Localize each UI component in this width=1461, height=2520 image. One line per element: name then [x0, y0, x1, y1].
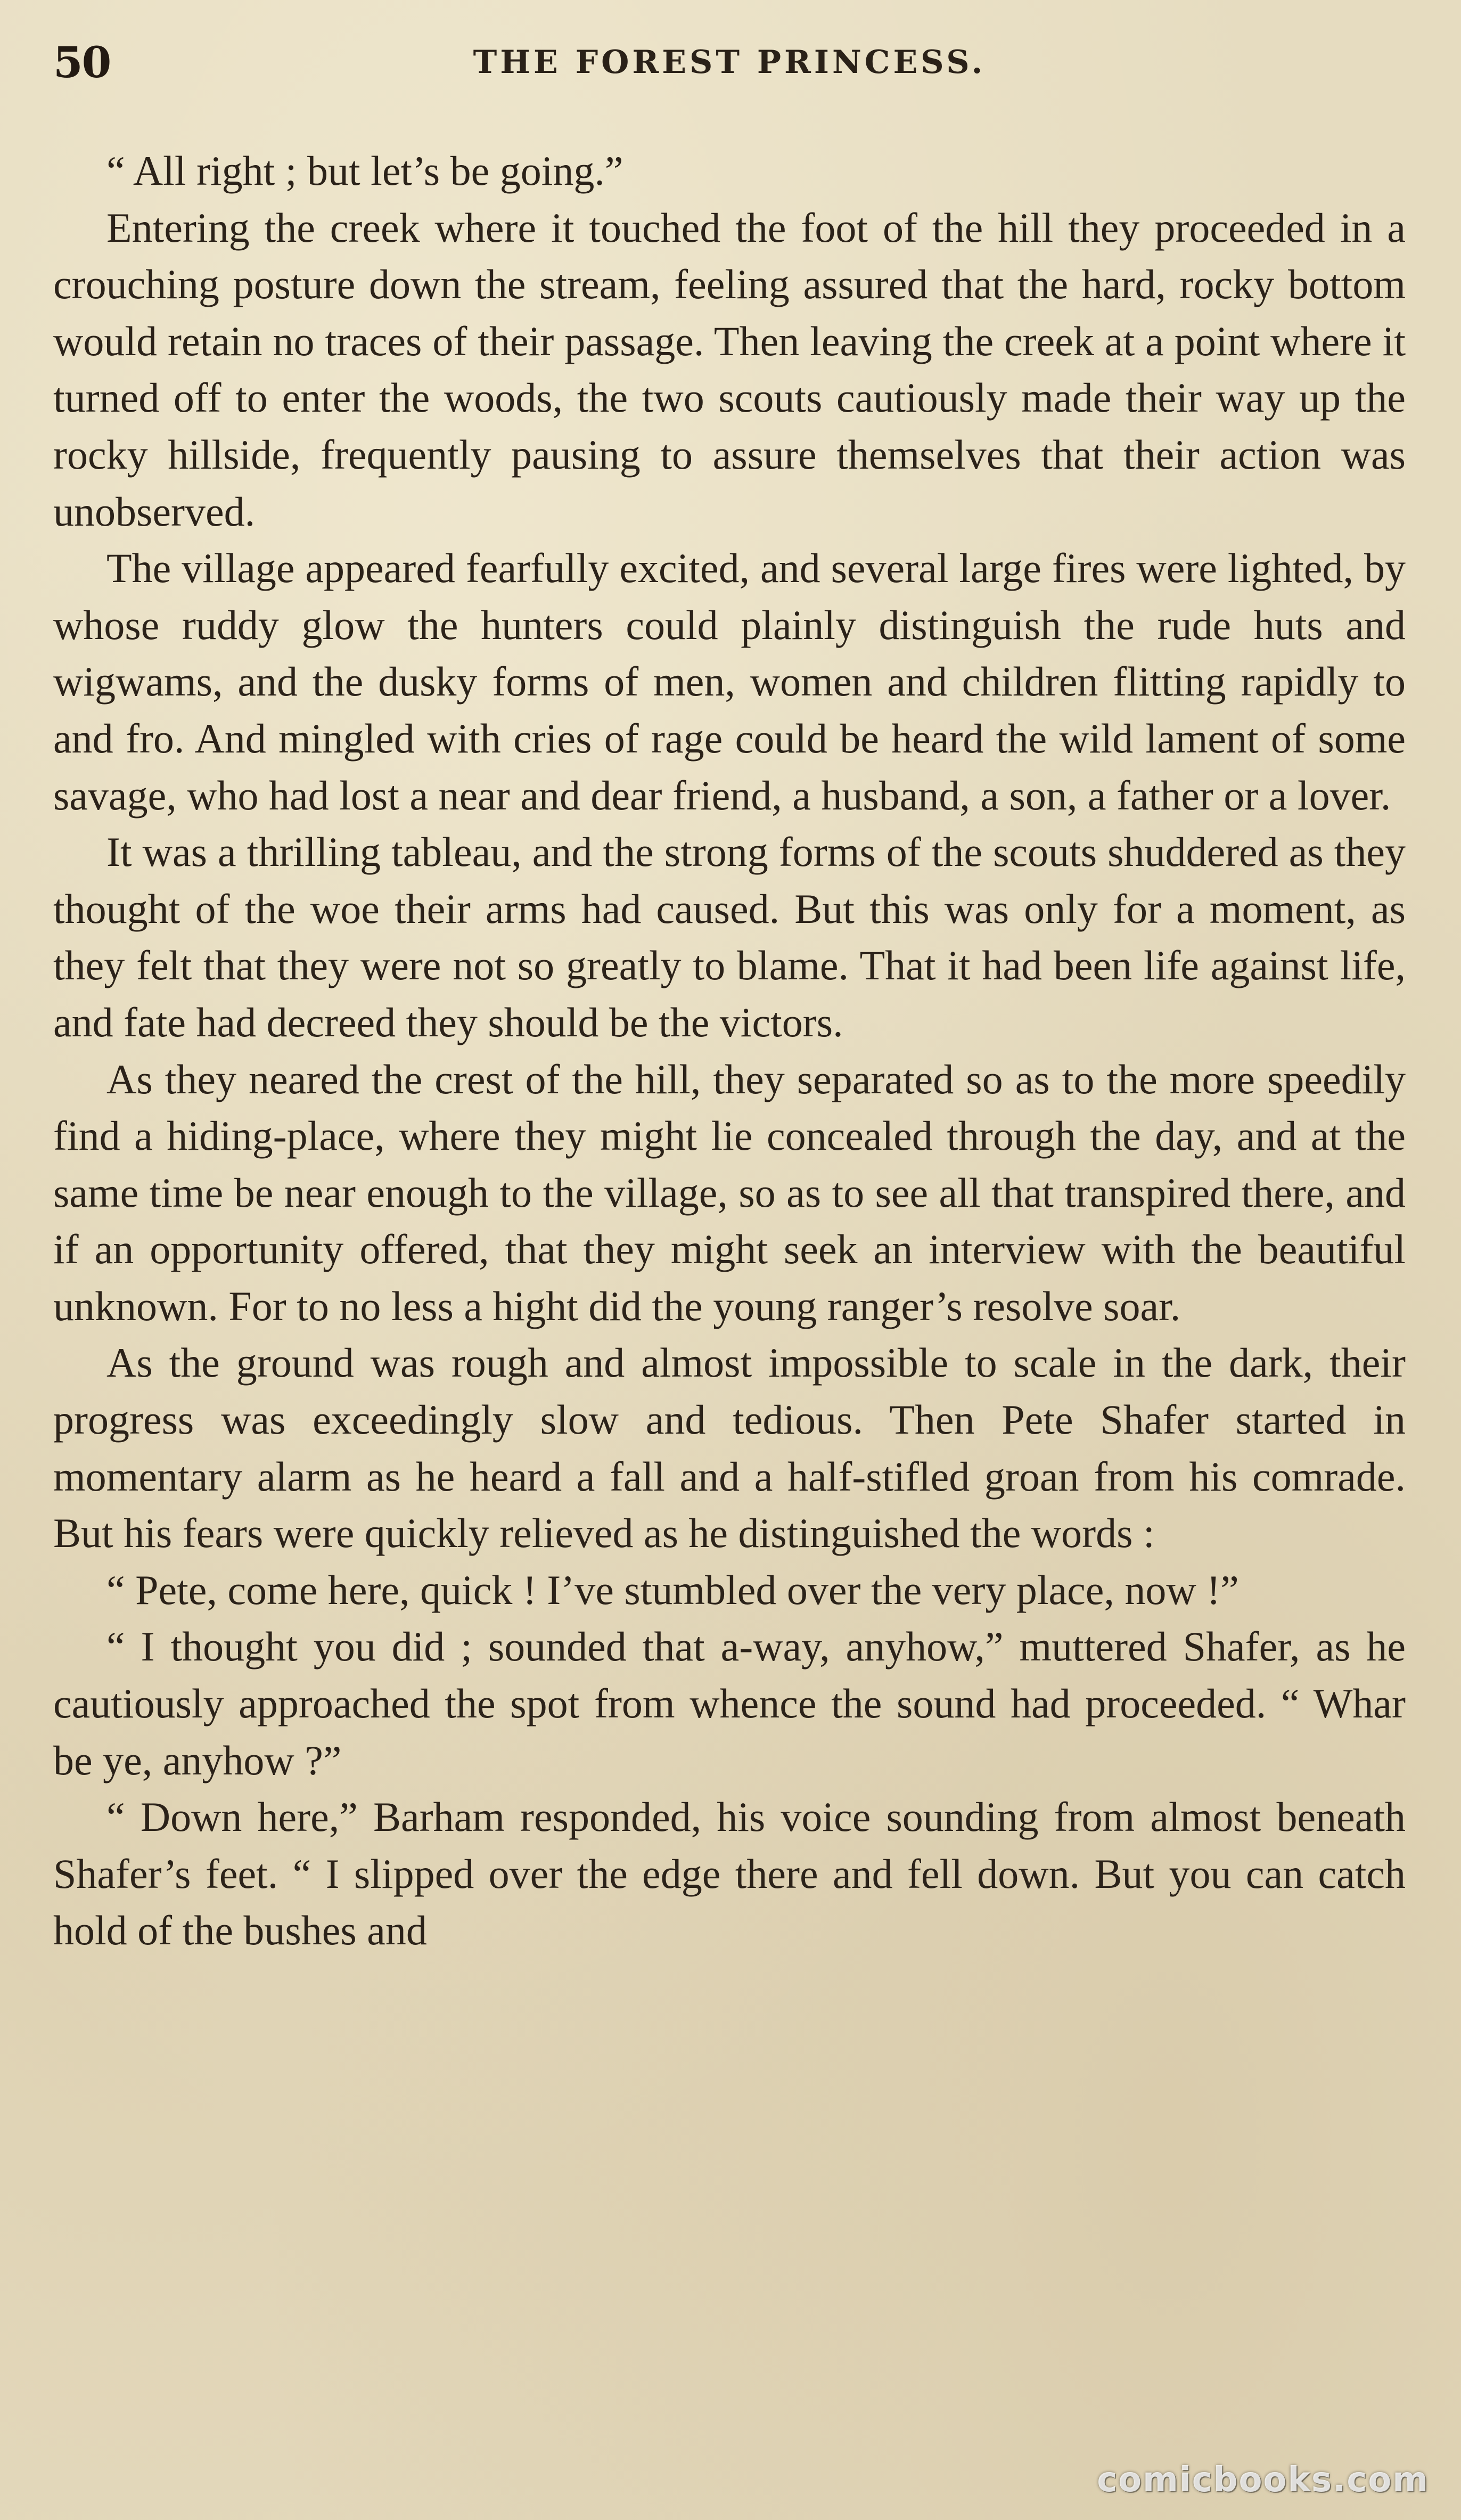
paragraph: “ Pete, come here, quick ! I’ve stumbled over the very place, now !”	[106, 1566, 1239, 1613]
paragraph: The village appeared fearfully excited, and several large fires were lighted, by whose ruddy glow the hunters could plainly distinguish the rude huts and wigwams, and the dusky forms of men, women and children flitting rapidly to and fro. And mingled with cries of rage could be heard the wild lament of some savage, who had lost a near and dear friend, a husband, a son, a father or a lover.	[53, 545, 1406, 819]
paragraph: As they neared the crest of the hill, they separated so as to the more speedily find a hiding-place, where they might lie concealed through the day, and at the same time be near enough to the village, so as to see all that transpired there, and if an opportunity offered, that they might seek an interview with the beautiful unknown. For to no less a hight did the young ranger’s resolve soar.	[53, 1056, 1406, 1329]
paragraph: Entering the creek where it touched the foot of the hill they proceeded in a crouching posture down the stream, feeling assured that the hard, rocky bottom would retain no traces of their passage. Then leaving the creek at a point where it turned off to enter the woods, the two scouts cautiously made their way up the rocky hillside, frequently pausing to assure themselves that their action was unobserved.	[53, 204, 1406, 535]
running-head: THE FOREST PRINCESS.	[473, 44, 986, 81]
paragraph: “ Down here,” Barham responded, his voice sounding from almost beneath Shafer’s feet. “ I slipped over the edge there and fell down. But you can catch hold of the bushes and	[53, 1794, 1406, 1954]
body-text	[53, 143, 1406, 1959]
paragraph: “ All right ; but let’s be going.”	[106, 148, 623, 194]
watermark: comicbooks.com	[1097, 2460, 1429, 2500]
page-header	[53, 32, 1406, 96]
paragraph: It was a thrilling tableau, and the strong forms of the scouts shuddered as they thought of the woe their arms had caused. But this was only for a moment, as they felt that they were not so greatly to blame. That it had been life against life, and fate had decreed they should be the victors.	[53, 829, 1406, 1045]
paragraph: “ I thought you did ; sounded that a-way, anyhow,” muttered Shafer, as he cautiously approached the spot from whence the sound had proceeded. “ Whar be ye, anyhow ?”	[53, 1623, 1406, 1783]
paragraph: As the ground was rough and almost impossible to scale in the dark, their progress was exceedingly slow and tedious. Then Pete Shafer started in momentary alarm as he heard a fall and a half-stifled groan from his comrade. But his fears were quickly relieved as he distinguished the words :	[53, 1339, 1406, 1557]
page-number: 50	[53, 37, 111, 87]
